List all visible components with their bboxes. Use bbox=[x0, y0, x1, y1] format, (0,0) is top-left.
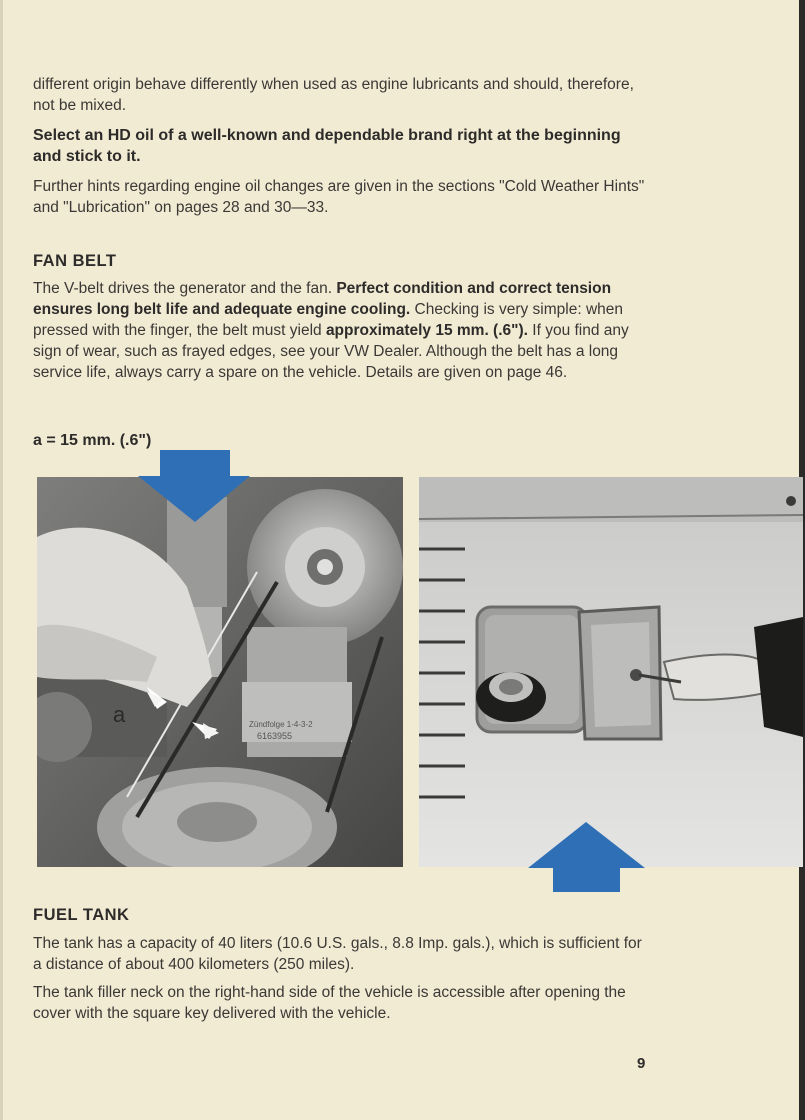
hints-paragraph: Further hints regarding engine oil changes are given in the sections "Cold Weather Hints" and "Lubrication" on pages 28 and 30—33. bbox=[33, 178, 645, 216]
oil-advice-paragraph: Select an HD oil of a well-known and dependable brand right at the beginning and stick to it. bbox=[33, 127, 621, 165]
intro-paragraph: different origin behave differently when used as engine lubricants and should, therefore, not be mixed. bbox=[33, 76, 634, 114]
fan-belt-text-2: Checking is very simple: when pressed with the finger, the belt must yield bbox=[33, 301, 624, 339]
fan-belt-bold-1: Perfect condition and correct tension ensures long belt life and adequate engine cooling. bbox=[33, 280, 612, 318]
fan-belt-heading: FAN BELT bbox=[33, 252, 117, 270]
fan-belt-text-3: If you find any sign of wear, such as frayed edges, see your VW Dealer. Although the belt has a long service life, always carry a spare on the vehicle. Details are given on page 46. bbox=[33, 322, 629, 381]
arrow-up-icon bbox=[528, 822, 645, 892]
arrow-down-icon bbox=[138, 450, 250, 522]
fuel-tank-paragraph-2: The tank filler neck on the right-hand side of the vehicle is accessible after opening the cover with the square key delivered with the vehicle. bbox=[33, 984, 626, 1022]
figure-caption: a = 15 mm. (.6") bbox=[33, 432, 152, 449]
fuel-tank-paragraph-1: The tank has a capacity of 40 liters (10.6 U.S. gals., 8.8 Imp. gals.), which is sufficient for a distance of about 400 kilometers (250 miles). bbox=[33, 935, 642, 973]
fan-belt-text-1: The V-belt drives the generator and the fan. bbox=[33, 280, 337, 297]
ignition-plate-line-1: Zündfolge 1-4-3-2 bbox=[249, 720, 313, 729]
ignition-plate-line-2: 6163955 bbox=[257, 731, 293, 741]
belt-label-a: a bbox=[113, 702, 126, 727]
fan-belt-bold-2: approximately 15 mm. (.6"). bbox=[325, 322, 528, 339]
page-number: 9 bbox=[637, 1055, 646, 1072]
fuel-tank-heading: FUEL TANK bbox=[33, 906, 130, 924]
